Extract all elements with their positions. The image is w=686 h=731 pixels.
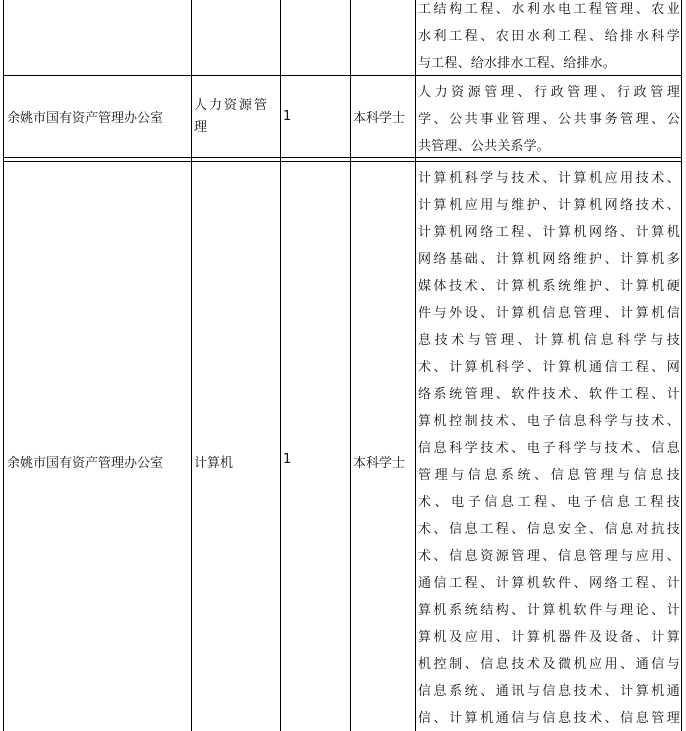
major-line: 共管理、公共关系学。 bbox=[418, 139, 551, 154]
major-line: 络系统管理、软件技术、软件工程、计 bbox=[418, 387, 680, 402]
count-cell bbox=[281, 76, 350, 157]
major-line: 媒体技术、计算机系统维护、计算机硬 bbox=[418, 279, 680, 294]
major-line: 算机控制技术、电子信息科学与技术、 bbox=[418, 414, 680, 429]
major-line: 计算机应用与维护、计算机网络技术、 bbox=[418, 198, 680, 213]
department-cell bbox=[4, 76, 191, 157]
major-line: 术、信息工程、信息安全、信息对抗技 bbox=[418, 522, 680, 537]
headcount: 1 bbox=[283, 109, 292, 124]
position-name: 计算机 bbox=[194, 456, 234, 471]
department-cell bbox=[4, 452, 191, 472]
major-line: 算机系统结构、计算机软件与理论、计 bbox=[418, 603, 680, 618]
table-border-right bbox=[681, 0, 682, 731]
position-name: 人力资源管理 bbox=[194, 97, 270, 135]
major-line: 网络基础、计算机网络维护、计算机多 bbox=[418, 252, 680, 267]
major-line: 算机及应用、计算机器件及设备、计算 bbox=[418, 630, 680, 645]
major-line: 工结构工程、水利水电工程管理、农业 bbox=[418, 2, 680, 17]
major-line: 机控制、信息技术及微机应用、通信与 bbox=[418, 657, 680, 672]
degree-cell bbox=[351, 452, 415, 472]
position-cell bbox=[192, 76, 280, 157]
degree-requirement: 本科学士 bbox=[353, 111, 406, 126]
row-divider bbox=[3, 161, 682, 162]
major-line: 信息系统、通讯与信息技术、计算机通 bbox=[418, 684, 680, 699]
major-cell bbox=[416, 79, 681, 160]
major-line: 通信工程、计算机软件、网络工程、计 bbox=[418, 576, 680, 591]
major-line: 学、公共事业管理、公共事务管理、公 bbox=[418, 112, 680, 127]
department-name: 余姚市国有资产管理办公室 bbox=[7, 111, 164, 126]
major-line: 管理与信息系统、信息管理与信息技 bbox=[418, 468, 680, 483]
major-line: 水利工程、农田水利工程、给排水科学 bbox=[418, 29, 680, 44]
major-line: 计算机科学与技术、计算机应用技术、 bbox=[418, 171, 680, 186]
department-name: 余姚市国有资产管理办公室 bbox=[7, 456, 164, 471]
major-line: 信、计算机通信与信息技术、信息管理 bbox=[418, 711, 680, 726]
position-cell bbox=[192, 452, 280, 472]
major-cell bbox=[416, 0, 681, 77]
major-line: 术、计算机科学、计算机通信工程、网 bbox=[418, 360, 680, 375]
major-line: 与工程、给水排水工程、给排水。 bbox=[418, 56, 617, 71]
major-cell bbox=[416, 165, 681, 731]
major-line: 信息科学技术、电子科学与技术、信息 bbox=[418, 441, 680, 456]
major-line: 术、电子信息工程、电子信息工程技 bbox=[418, 495, 680, 510]
major-line: 术、信息资源管理、信息管理与应用、 bbox=[418, 549, 680, 564]
major-line: 息技术与管理、计算机信息科学与技 bbox=[418, 333, 680, 348]
degree-requirement: 本科学士 bbox=[353, 456, 406, 471]
count-cell bbox=[281, 452, 350, 472]
headcount: 1 bbox=[283, 452, 292, 467]
major-line: 人力资源管理、行政管理、行政管理 bbox=[418, 85, 680, 100]
degree-cell bbox=[351, 76, 415, 157]
major-line: 件与外设、计算机信息管理、计算机信 bbox=[418, 306, 680, 321]
major-line: 计算机网络工程、计算机网络、计算机 bbox=[418, 225, 680, 240]
